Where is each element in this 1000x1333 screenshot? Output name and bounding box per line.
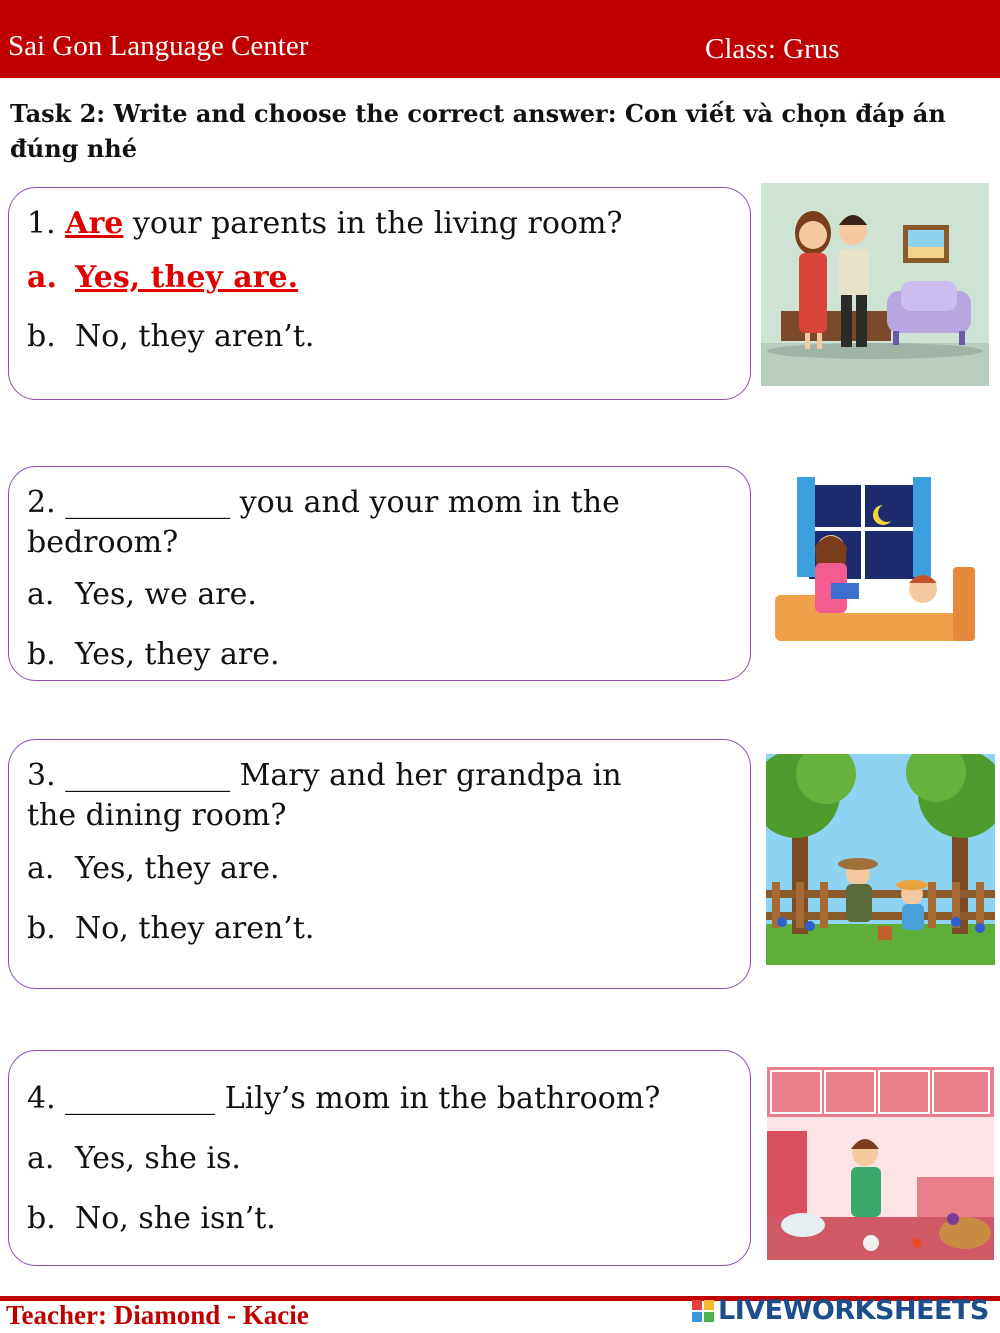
question-2-blank-input[interactable]: ___________ xyxy=(65,485,231,520)
question-2-text-line2: bedroom? xyxy=(27,525,179,560)
kitchen-mother-picture xyxy=(767,1067,994,1260)
question-2-text: 2. ___________ you and your mom in the xyxy=(27,485,620,520)
question-box-2 xyxy=(8,466,751,681)
liveworksheets-logo-icon xyxy=(692,1300,714,1322)
question-2-option-a[interactable]: a. Yes, we are. xyxy=(27,577,257,612)
question-1-option-a[interactable]: a. Yes, they are. xyxy=(27,260,299,295)
task-instruction: Task 2: Write and choose the correct answer: Con viết và chọn đáp án đúng nhé xyxy=(10,99,946,163)
question-box-4 xyxy=(8,1050,751,1266)
class-label: Class: Grus xyxy=(705,33,840,65)
question-3-blank-input[interactable]: ___________ xyxy=(65,758,231,793)
question-3-text: 3. ___________ Mary and her grandpa in xyxy=(27,758,622,793)
question-3-text-line2: the dining room? xyxy=(27,798,287,833)
teacher-name: Teacher: Diamond - Kacie xyxy=(6,1300,309,1330)
question-1-answer-input[interactable]: Are xyxy=(65,206,124,241)
question-box-1 xyxy=(8,187,751,400)
question-2-option-b[interactable]: b. Yes, they are. xyxy=(27,637,280,672)
question-1-text: 1. Are your parents in the living room? xyxy=(27,206,623,241)
liveworksheets-brand: LIVEWORKSHEETS xyxy=(718,1295,989,1326)
living-room-family-picture xyxy=(761,183,989,386)
question-4-blank-input[interactable]: __________ xyxy=(65,1081,216,1116)
center-name: Sai Gon Language Center xyxy=(8,30,309,62)
question-box-3 xyxy=(8,739,751,989)
liveworksheets-logo[interactable] xyxy=(690,1295,990,1327)
question-3-option-b[interactable]: b. No, they aren’t. xyxy=(27,911,315,946)
bedroom-mother-child-picture xyxy=(773,477,979,657)
question-4-option-b[interactable]: b. No, she isn’t. xyxy=(27,1201,276,1236)
question-1-option-b[interactable]: b. No, they aren’t. xyxy=(27,319,315,354)
question-3-option-a[interactable]: a. Yes, they are. xyxy=(27,851,280,886)
question-4-option-a[interactable]: a. Yes, she is. xyxy=(27,1141,241,1176)
header-bar xyxy=(0,0,1000,78)
question-4-text: 4. __________ Lily’s mom in the bathroom? xyxy=(27,1081,661,1116)
garden-grandpa-girl-picture xyxy=(766,754,995,965)
